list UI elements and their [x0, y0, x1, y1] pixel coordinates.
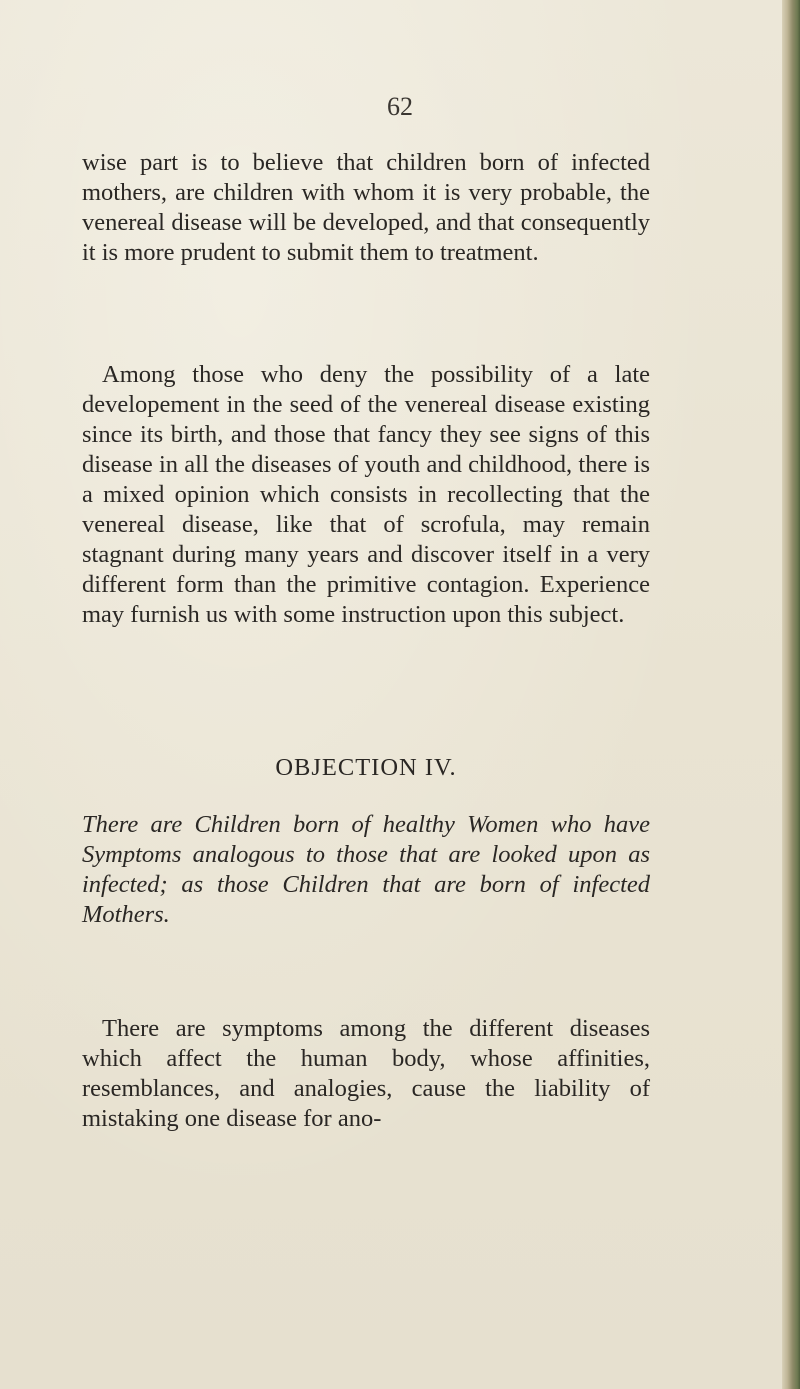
paragraph-mixed-opinion: Among those who deny the possibility of a late developement in the seed of the venereal disease existing since its birth, and those that fancy they see signs of this disease in all the diseases of youth and childhood, there is a mixed opinion which consists in recollecting that the venereal disease, like that of scrofula, may remain stagnant during many years and discover itself in a very different form than the primitive contagion. Experience may furnish us with some instruction upon this subject.	[82, 361, 650, 628]
section-heading: OBJECTION IV.	[275, 754, 457, 781]
book-spine-edge	[782, 0, 800, 1389]
page-number: 62	[387, 92, 413, 121]
objection-statement: There are Children born of healthy Women who have Symptoms analogous to those that are looked upon as infected; as those Children that are born of infected Mothers.	[82, 811, 650, 928]
paragraph-symptoms: There are symptoms among the different diseases which affect the human body, whose affinities, resemblances, and analogies, cause the liability of mistaking one disease for ano-	[82, 1015, 650, 1132]
paragraph-continuation: wise part is to believe that children born of infected mothers, are children with whom it is very probable, the venereal disease will be developed, and that consequently it is more prudent to submit them to treatment.	[82, 149, 650, 266]
